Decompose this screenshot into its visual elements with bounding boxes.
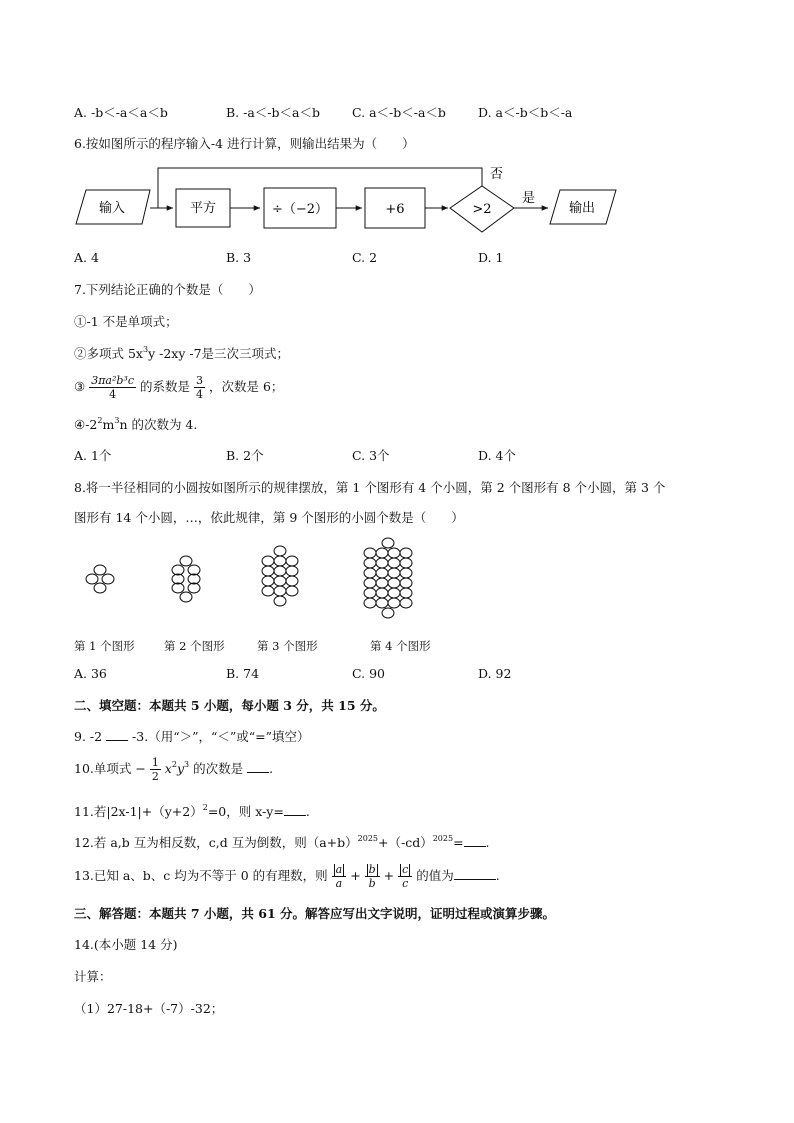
pattern-figure-4: [364, 538, 412, 618]
q10: 10.单项式 − $\frac{1}{2}$ $x^2y^3$ 的次数是 .: [74, 756, 274, 783]
flow-input-label: 输入: [98, 201, 126, 216]
q13-blank: [454, 867, 496, 880]
q8-caption-3: 第 3 个图形: [257, 639, 318, 653]
q7-fraction-monomial: $\frac{\text{3πa²b³c}}{4}$: [91, 374, 135, 401]
q12: 12.若 a,b 互为相反数，c,d 互为倒数，则$(a+b)^{2025}+(-cd)^{2025}=$ .: [74, 834, 490, 850]
q6-option-d: D. 1: [478, 250, 504, 265]
q14-part-1: （1）27-18+（-7）-32；: [74, 1001, 224, 1016]
q11-blank: [284, 803, 306, 816]
q7-option-d: D. 4个: [478, 448, 516, 463]
q8-stem-line-2: 图形有 14 个小圆，…，依此规律，第 9 个图形的小圆个数是（ ）: [74, 510, 464, 525]
flow-square-label: 平方: [189, 201, 217, 216]
q14-title: 14.(本小题 14 分): [74, 937, 178, 952]
q7-option-c: C. 3个: [352, 448, 390, 463]
section-3-heading: 三、解答题：本题共 7 小题，共 61 分。解答应写出文字说明，证明过程或演算步骤。: [74, 906, 556, 921]
q8-option-a: A. 36: [74, 666, 107, 681]
q7-option-b: B. 2个: [226, 448, 264, 463]
q9: 9. -2 -3.（用“＞”，“＜”或“=”填空）: [74, 729, 310, 744]
q5-option-b: B. -a＜-b＜a＜b: [226, 105, 320, 120]
q6-option-c: C. 2: [352, 250, 378, 265]
flow-no-label: 否: [490, 167, 504, 182]
flow-yes-label: 是: [522, 191, 536, 206]
q10-blank: [247, 760, 269, 773]
flow-add-label: +6: [385, 202, 405, 217]
pattern-figure-2: [172, 556, 200, 602]
q7-option-a: A. 1个: [74, 448, 112, 463]
q8-stem-line-1: 8.将一半径相同的小圆按如图所示的规律摆放，第 1 个图形有 4 个小圆，第 2 个图形有 8 个小圆，第 3 个: [74, 480, 666, 495]
q5-option-a: A. -b＜-a＜a＜b: [74, 105, 168, 120]
q6-stem: 6.按如图所示的程序输入-4 进行计算，则输出结果为（ ）: [74, 136, 415, 151]
pattern-figure-1: [86, 565, 114, 593]
flow-output-label: 输出: [568, 201, 596, 216]
q8-circle-patterns: [70, 535, 450, 625]
q11: 11.若$|2x-1|+(y+2)^2=0$，则 x-y= .: [74, 803, 310, 819]
q7-statement-1: ①-1 不是单项式；: [74, 314, 178, 329]
section-2-heading: 二、填空题：本题共 5 小题，每小题 3 分，共 15 分。: [74, 698, 385, 713]
q7-statement-3: ③ $\frac{\text{3πa²b³c}}{4}$ 的系数是 $\frac{3}{4}$ ，次数是 6；: [74, 374, 284, 401]
q7-fraction-coefficient: $\frac{3}{4}$: [196, 374, 203, 401]
pattern-figure-3: [262, 546, 298, 606]
q8-caption-2: 第 2 个图形: [164, 639, 225, 653]
q14-calc-label: 计算：: [74, 969, 112, 984]
flow-compare-label: >2: [472, 202, 492, 217]
q8-option-d: D. 92: [478, 666, 512, 681]
q7-statement-4: $④-2^2m^3n$ 的次数为 4.: [74, 416, 198, 432]
q12-blank: [464, 834, 486, 847]
q8-caption-4: 第 4 个图形: [370, 639, 431, 653]
q6-flowchart: [70, 160, 630, 240]
q6-option-a: A. 4: [74, 250, 99, 265]
q5-option-c: C. a＜-b＜-a＜b: [352, 105, 446, 120]
q5-option-d: D. a＜-b＜b＜-a: [478, 105, 573, 120]
q8-option-b: B. 74: [226, 666, 260, 681]
q7-statement-2: ②多项式 $5x^3y$ -2xy -7是三次三项式；: [74, 345, 290, 361]
q8-caption-1: 第 1 个图形: [74, 639, 135, 653]
flow-divide-label: ÷（−2）: [271, 202, 329, 217]
q13: 13.已知 a、b、c 均为不等于 0 的有理数，则 $\frac{a}{a}$ + $\frac{b}{b}$ + $\frac{c}{c}$ 的值为 .: [74, 863, 500, 890]
q7-stem: 7.下列结论正确的个数是（ ）: [74, 282, 261, 297]
q6-option-b: B. 3: [226, 250, 252, 265]
q8-option-c: C. 90: [352, 666, 385, 681]
q10-fraction: $\frac{1}{2}$: [151, 756, 159, 783]
q9-blank: [106, 728, 128, 741]
